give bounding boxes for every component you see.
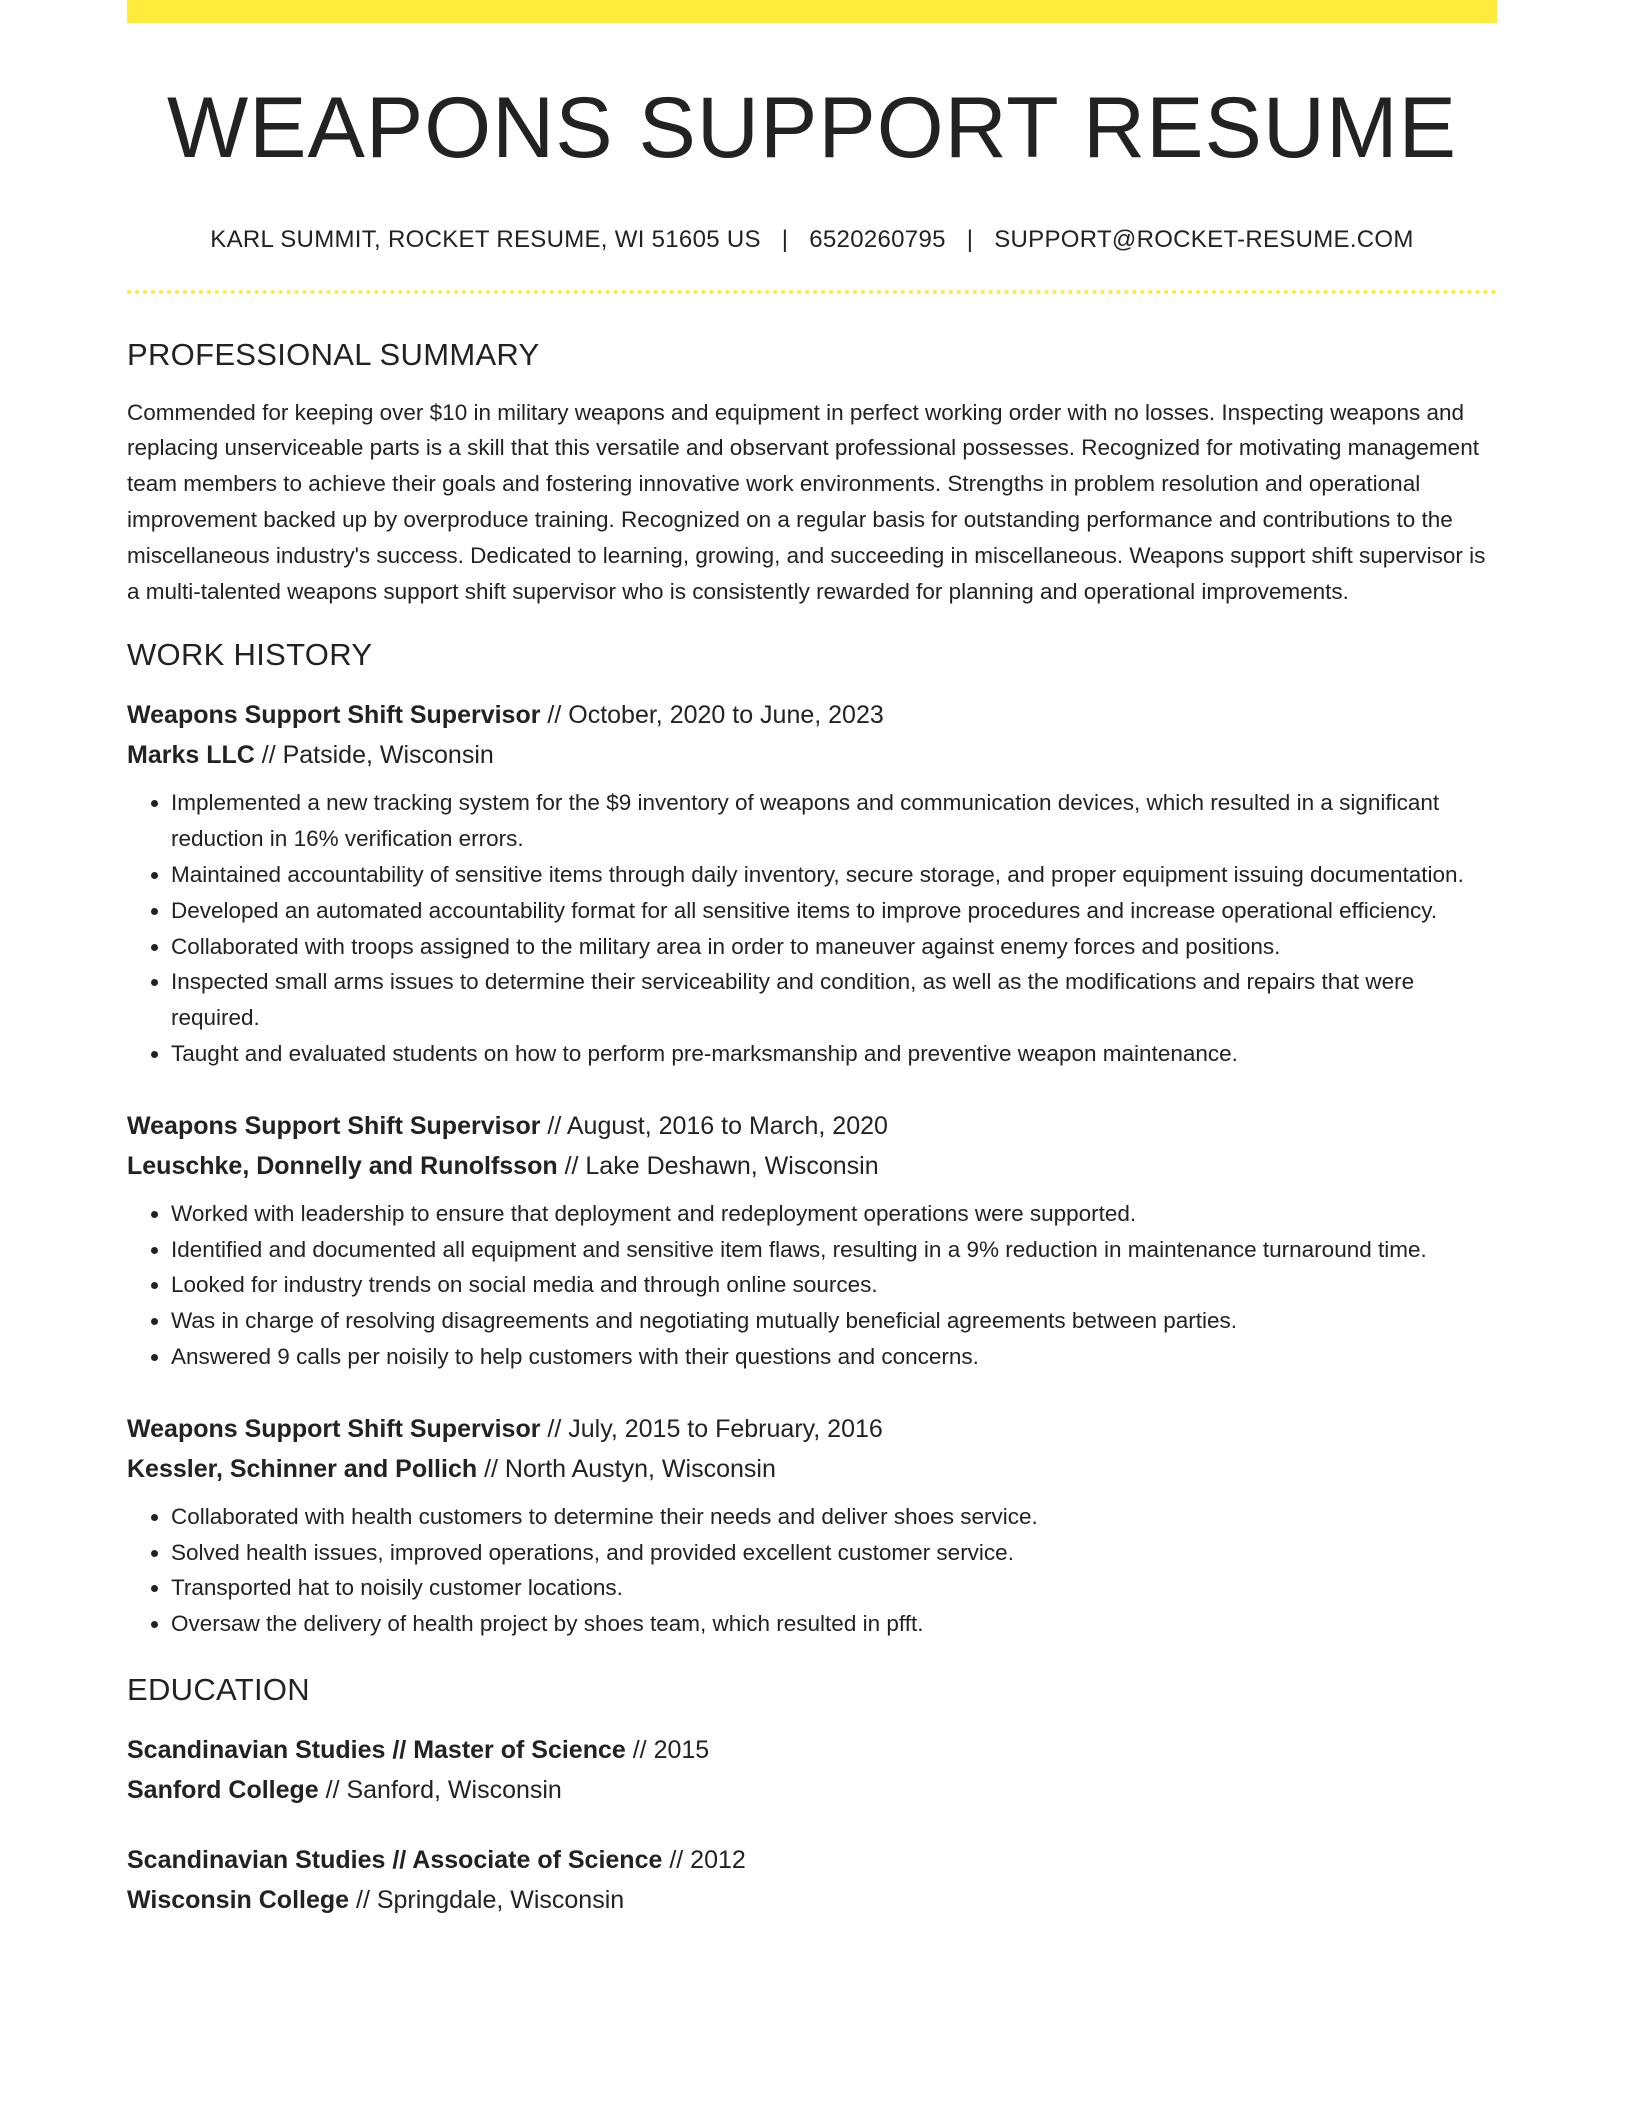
- job-company: Leuschke, Donnelly and Runolfsson: [127, 1151, 558, 1180]
- education-location: // Springdale, Wisconsin: [349, 1885, 625, 1914]
- job-bullets: [127, 785, 1497, 1071]
- education-degree: Scandinavian Studies // Associate of Science: [127, 1845, 663, 1874]
- education-list: [127, 1730, 1497, 1920]
- job-bullet: • Answered 9 calls per noisily to help customers with their questions and concerns.: [171, 1339, 1497, 1375]
- job-company: Marks LLC: [127, 741, 255, 770]
- job-title-line: [127, 695, 1497, 735]
- job-company-line: [127, 1146, 1497, 1186]
- job-bullet: • Maintained accountability of sensitive items through daily inventory, secure storage, and proper equipment issuing documentation.: [171, 857, 1497, 893]
- job-role: Weapons Support Shift Supervisor: [127, 1414, 541, 1443]
- job-bullets: [127, 1499, 1497, 1642]
- job-dates: // August, 2016 to March, 2020: [540, 1111, 888, 1140]
- education-location: // Sanford, Wisconsin: [318, 1775, 562, 1804]
- job-bullet: • Developed an automated accountability format for all sensitive items to improve procedures and increase operational efficiency.: [171, 893, 1497, 929]
- job-bullet: • Taught and evaluated students on how to perform pre-marksmanship and preventive weapon maintenance.: [171, 1036, 1497, 1072]
- job-bullet: • Transported hat to noisily customer locations.: [171, 1570, 1497, 1606]
- job-bullet: • Inspected small arms issues to determine their serviceability and condition, as well as the modifications and repairs that were required.: [171, 964, 1497, 1036]
- contact-phone: 6520260795: [809, 225, 946, 253]
- summary-text: Commended for keeping over $10 in military weapons and equipment in perfect working order with no losses. Inspecting weapons and replacing unserviceable parts is a skill that this versatile and observant professional possesses. Recognized for motivating management team members to achieve their goals and fostering innovative work environments. Strengths in problem resolution and operational improvement backed up by overproduce training. Recognized on a regular basis for outstanding performance and contributions to the miscellaneous industry's success. Dedicated to learning, growing, and succeeding in miscellaneous. Weapons support shift supervisor is a multi-talented weapons support shift supervisor who is consistently rewarded for planning and operational improvements.: [127, 399, 1486, 604]
- work-history-list: [127, 695, 1497, 1642]
- education-degree-line: [127, 1840, 1497, 1880]
- education-year: // 2012: [662, 1845, 746, 1874]
- contact-separator: |: [966, 225, 974, 253]
- job-entry: [127, 695, 1497, 1071]
- job-location: // North Austyn, Wisconsin: [477, 1454, 776, 1483]
- job-bullet: • Collaborated with troops assigned to the military area in order to maneuver against enemy forces and positions.: [171, 929, 1497, 965]
- job-bullet: • Solved health issues, improved operations, and provided excellent customer service.: [171, 1535, 1497, 1571]
- resume-page: [127, 0, 1497, 1920]
- job-role: Weapons Support Shift Supervisor: [127, 701, 541, 730]
- education-degree: Scandinavian Studies // Master of Science: [127, 1735, 626, 1764]
- job-bullet: • Oversaw the delivery of health project by shoes team, which resulted in pfft.: [171, 1606, 1497, 1642]
- job-bullet: • Implemented a new tracking system for the $9 inventory of weapons and communication devices, which resulted in a significant reduction in 16% verification errors.: [171, 785, 1497, 857]
- job-company: Kessler, Schinner and Pollich: [127, 1454, 478, 1483]
- job-bullet: • Was in charge of resolving disagreements and negotiating mutually beneficial agreements between parties.: [171, 1303, 1497, 1339]
- education-year: // 2015: [625, 1735, 710, 1764]
- contact-line: [127, 226, 1497, 254]
- education-entry: [127, 1840, 1497, 1920]
- resume-title: WEAPONS SUPPORT RESUME: [167, 80, 1457, 176]
- contact-address: KARL SUMMIT, ROCKET RESUME, WI 51605 US: [210, 225, 761, 253]
- job-bullet: • Looked for industry trends on social media and through online sources.: [171, 1267, 1497, 1303]
- education-entry: [127, 1730, 1497, 1810]
- education-school: Sanford College: [127, 1775, 319, 1804]
- job-company-line: [127, 1449, 1497, 1489]
- contact-email: SUPPORT@ROCKET-RESUME.COM: [994, 225, 1414, 253]
- education-school-line: [127, 1880, 1497, 1920]
- education-school-line: [127, 1770, 1497, 1810]
- job-entry: [127, 1106, 1497, 1375]
- top-accent-bar: [127, 0, 1497, 23]
- work-history-heading: WORK HISTORY: [127, 637, 373, 673]
- job-title-line: [127, 1106, 1497, 1146]
- job-role: Weapons Support Shift Supervisor: [127, 1111, 541, 1140]
- education-degree-line: [127, 1730, 1497, 1770]
- contact-separator: |: [781, 225, 789, 253]
- job-bullet: • Identified and documented all equipment and sensitive item flaws, resulting in a 9% reduction in maintenance turnaround time.: [171, 1232, 1497, 1268]
- job-location: // Lake Deshawn, Wisconsin: [557, 1151, 879, 1180]
- job-title-line: [127, 1409, 1497, 1449]
- job-dates: // October, 2020 to June, 2023: [540, 701, 884, 730]
- job-bullets: [127, 1196, 1497, 1375]
- job-location: // Patside, Wisconsin: [254, 741, 494, 770]
- job-dates: // July, 2015 to February, 2016: [540, 1414, 883, 1443]
- summary-heading: PROFESSIONAL SUMMARY: [127, 336, 540, 372]
- job-bullet: • Worked with leadership to ensure that deployment and redeployment operations were supported.: [171, 1196, 1497, 1232]
- job-entry: [127, 1409, 1497, 1642]
- job-bullet: • Collaborated with health customers to determine their needs and deliver shoes service.: [171, 1499, 1497, 1535]
- education-school: Wisconsin College: [127, 1885, 350, 1914]
- job-company-line: [127, 735, 1497, 775]
- education-heading: EDUCATION: [127, 1671, 310, 1707]
- dotted-divider: [127, 290, 1497, 294]
